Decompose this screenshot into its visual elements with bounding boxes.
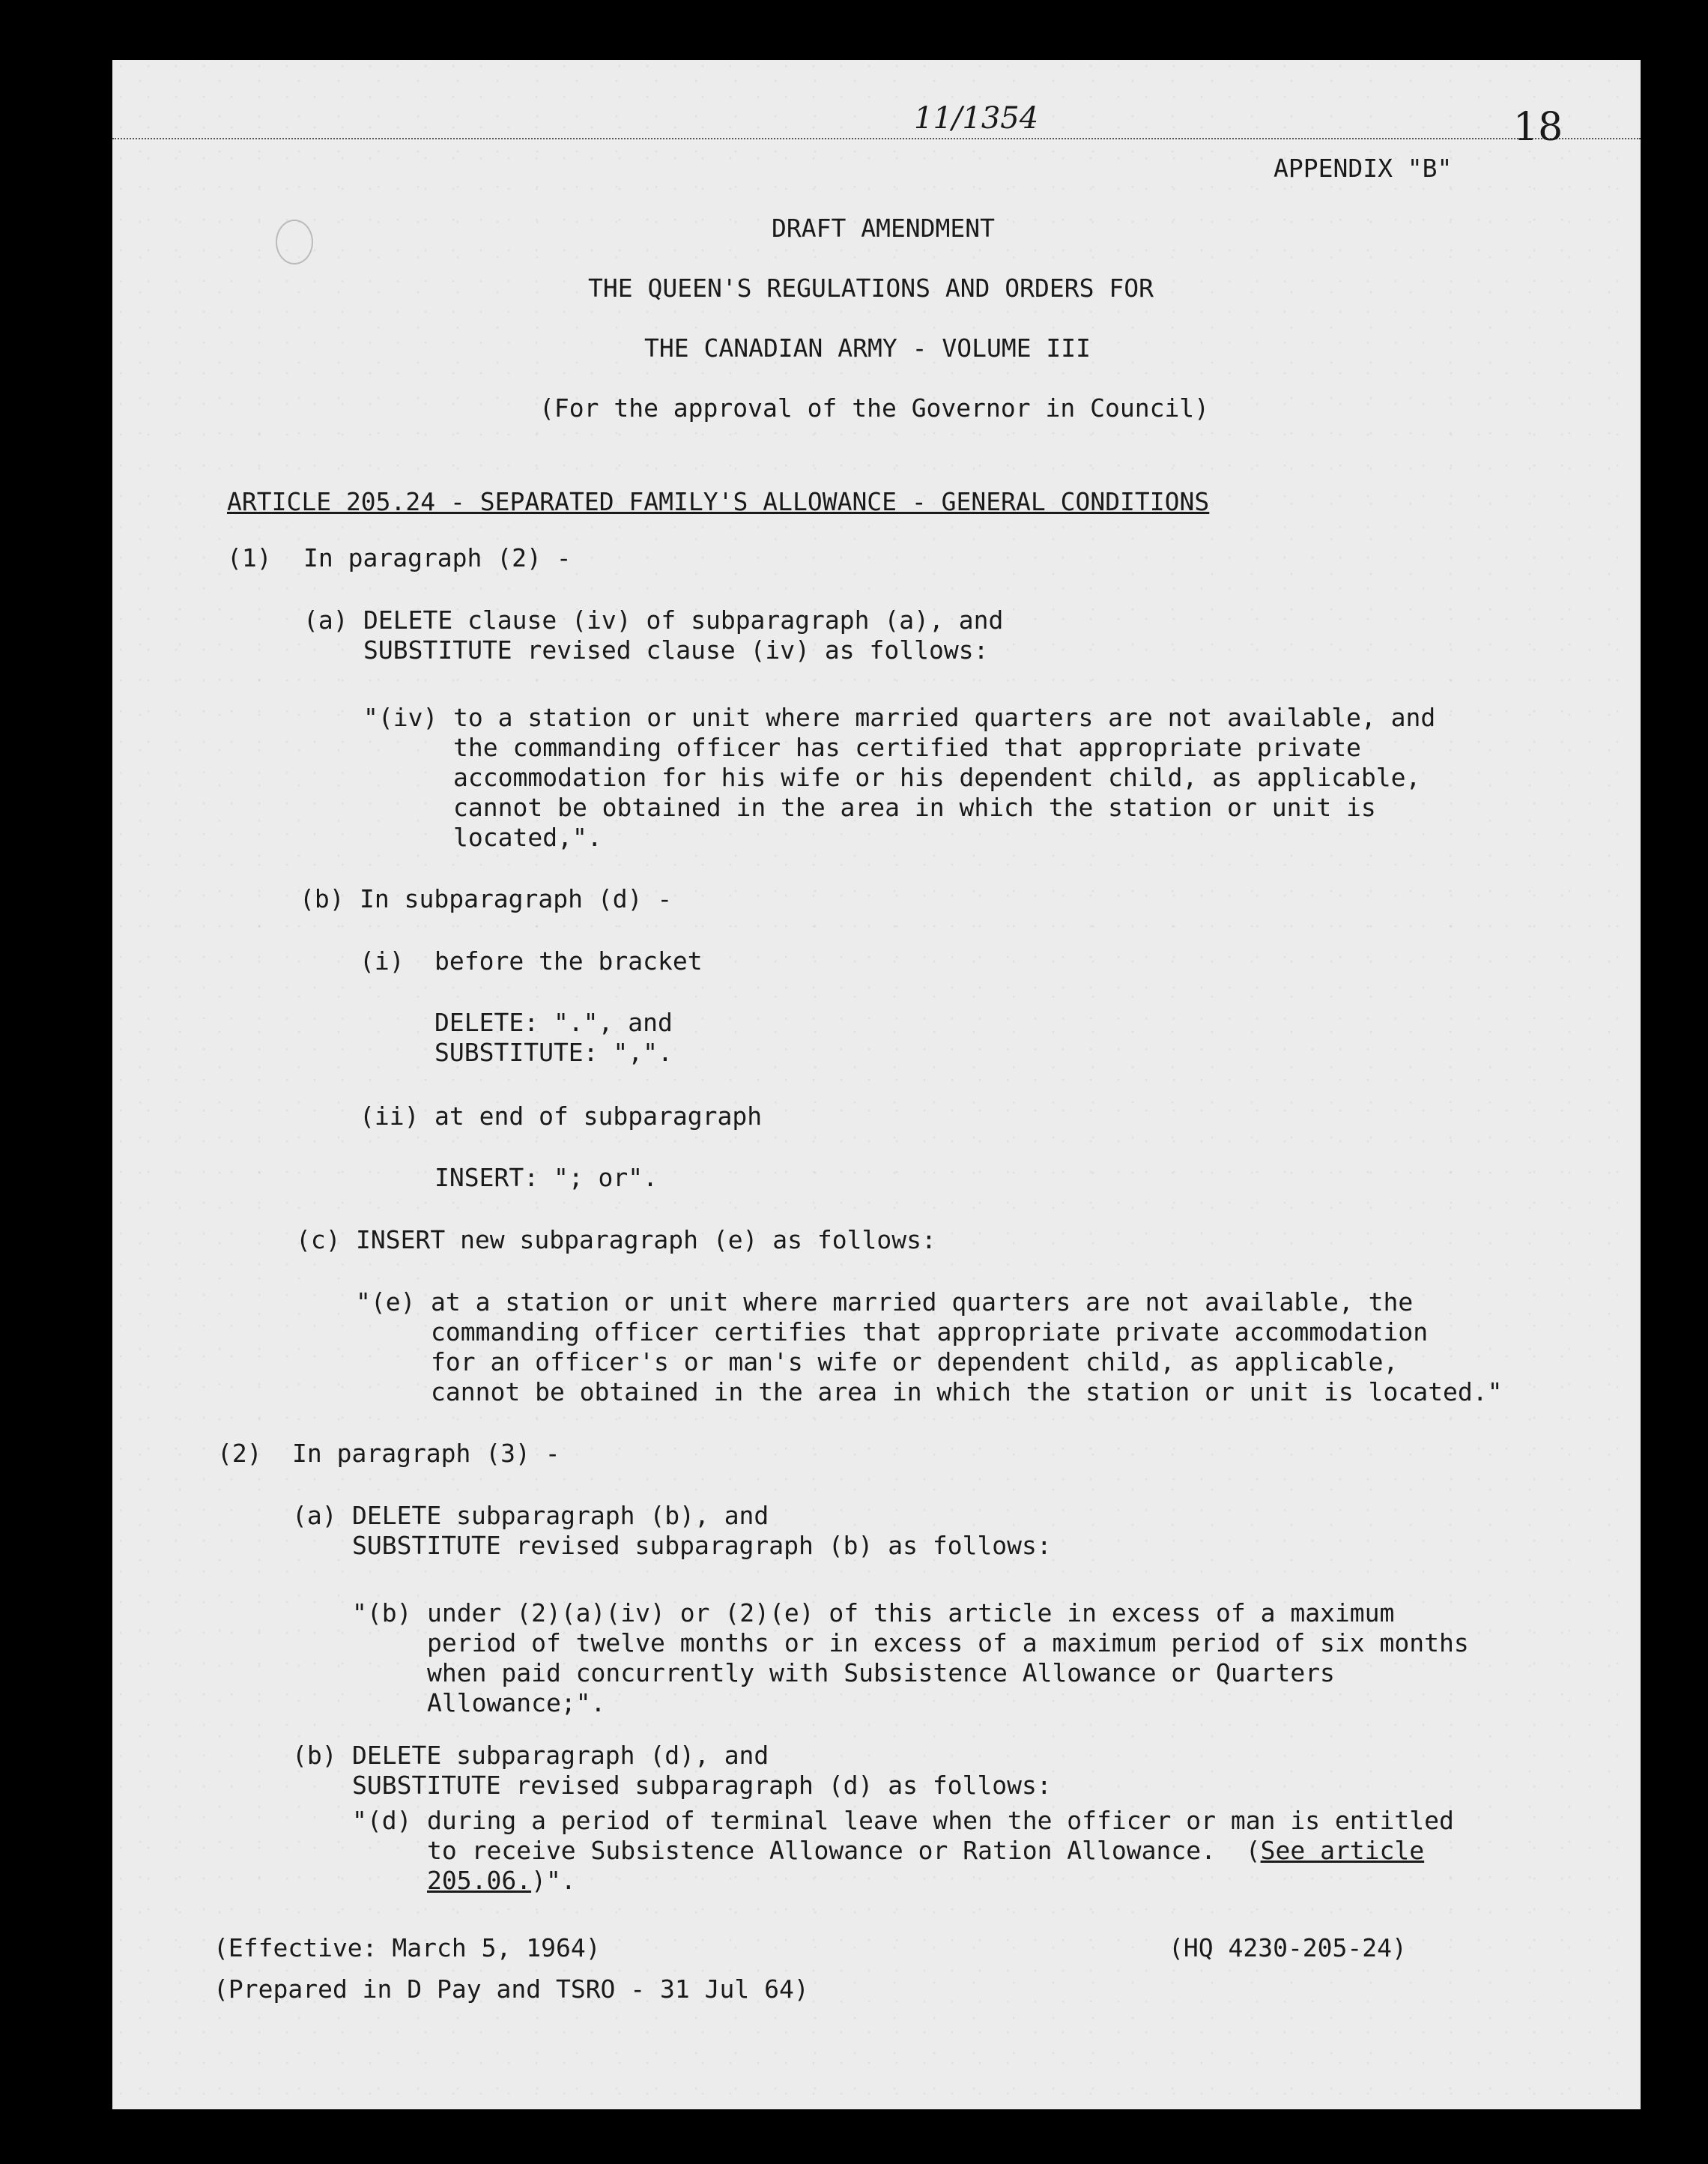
appendix-label: APPENDIX "B" <box>1274 154 1453 183</box>
punch-hole-mark <box>276 220 313 265</box>
article-reference-number: 205.06. <box>427 1866 532 1895</box>
section-2-text: In paragraph (3) - <box>292 1439 560 1468</box>
section-2a-line2: SUBSTITUTE revised subparagraph (b) as follows: <box>352 1531 1052 1560</box>
section-2b-quote-closing: )". <box>531 1866 576 1895</box>
section-1b-ii-number: (ii) <box>360 1101 420 1131</box>
page-number: 18 <box>1513 105 1563 150</box>
section-2-number: (2) <box>217 1439 262 1468</box>
section-1b-i-delete: DELETE: ".", and <box>434 1008 673 1037</box>
section-2a-line1: DELETE subparagraph (b), and <box>352 1501 769 1530</box>
section-1a-quote-line: the commanding officer has certified that appropriate private <box>453 733 1361 762</box>
section-2b-line1: DELETE subparagraph (d), and <box>352 1741 769 1770</box>
section-2a-quote-line: period of twelve months or in excess of a maximum period of six months <box>427 1628 1469 1657</box>
title-regulations: THE QUEEN'S REGULATIONS AND ORDERS FOR <box>588 273 1154 303</box>
prepared-note: (Prepared in D Pay and TSRO - 31 Jul 64) <box>214 1974 809 2004</box>
section-2b-number: (b) <box>292 1741 337 1770</box>
section-1b-ii-insert: INSERT: "; or". <box>434 1163 658 1192</box>
article-heading: ARTICLE 205.24 - SEPARATED FAMILY'S ALLOWANCE - GENERAL CONDITIONS <box>227 487 1210 516</box>
see-article-reference: See article <box>1260 1836 1425 1865</box>
document-page <box>112 60 1641 2109</box>
title-volume: THE CANADIAN ARMY - VOLUME III <box>644 333 1091 363</box>
section-2b-quote-line-2 <box>427 1836 1424 1866</box>
section-2b-quote-line-3 <box>427 1866 576 1896</box>
section-2b-line2: SUBSTITUTE revised subparagraph (d) as follows: <box>352 1771 1052 1800</box>
hq-reference: (HQ 4230-205-24) <box>1169 1933 1407 1962</box>
section-1a-quote-line: cannot be obtained in the area in which the station or unit is <box>453 793 1376 822</box>
section-1c-quote-line: commanding officer certifies that appropriate private accommodation <box>431 1317 1429 1347</box>
section-2a-quote-line: when paid concurrently with Subsistence Allowance or Quarters <box>427 1658 1335 1687</box>
section-1a-quote-line: accommodation for his wife or his dependent child, as applicable, <box>453 763 1421 792</box>
section-2b-quote-number: "(d) <box>352 1806 412 1835</box>
section-1a-line1: DELETE clause (iv) of subparagraph (a), and <box>363 605 1004 635</box>
section-1b-i-substitute: SUBSTITUTE: ",". <box>434 1038 673 1067</box>
effective-date: (Effective: March 5, 1964) <box>214 1933 601 1962</box>
page-fold-line <box>112 138 1641 139</box>
section-1c-quote-line: for an officer's or man's wife or dependent child, as applicable, <box>431 1347 1399 1376</box>
faint-stamp-mark <box>1402 103 1444 124</box>
section-1-number: (1) <box>227 543 272 572</box>
section-1a-quote-number: "(iv) <box>363 703 438 732</box>
section-1a-line2: SUBSTITUTE revised clause (iv) as follows: <box>363 635 989 665</box>
section-2a-quote-number: "(b) <box>352 1598 412 1627</box>
section-1-text: In paragraph (2) - <box>303 543 572 572</box>
section-1c-number: (c) <box>296 1225 341 1254</box>
section-1b-i-number: (i) <box>360 946 405 976</box>
section-1b-i-text: before the bracket <box>434 946 703 976</box>
section-2a-quote-line: Allowance;". <box>427 1688 606 1717</box>
title-approval: (For the approval of the Governor in Council) <box>539 393 1210 423</box>
section-2a-quote-line: under (2)(a)(iv) or (2)(e) of this article in excess of a maximum <box>427 1598 1395 1627</box>
handwritten-file-number: 11/1354 <box>914 101 1039 136</box>
title-draft-amendment: DRAFT AMENDMENT <box>772 214 996 243</box>
section-1a-quote-line: to a station or unit where married quarters are not available, and <box>453 703 1436 732</box>
section-2a-number: (a) <box>292 1501 337 1530</box>
section-1c-text: INSERT new subparagraph (e) as follows: <box>356 1225 936 1254</box>
section-1c-quote-line: cannot be obtained in the area in which the station or unit is located." <box>431 1377 1503 1406</box>
section-2b-quote-text: to receive Subsistence Allowance or Ration Allowance. ( <box>427 1836 1261 1865</box>
section-1a-quote-line: located,". <box>453 823 602 852</box>
section-1b-ii-text: at end of subparagraph <box>434 1101 763 1131</box>
section-1b-text: In subparagraph (d) - <box>360 884 673 913</box>
section-1c-quote-line: at a station or unit where married quarters are not available, the <box>431 1287 1414 1317</box>
section-1a-number: (a) <box>303 605 348 635</box>
section-1b-number: (b) <box>300 884 345 913</box>
section-2b-quote-line: during a period of terminal leave when the officer or man is entitled <box>427 1806 1454 1835</box>
section-1c-quote-number: "(e) <box>356 1287 416 1317</box>
